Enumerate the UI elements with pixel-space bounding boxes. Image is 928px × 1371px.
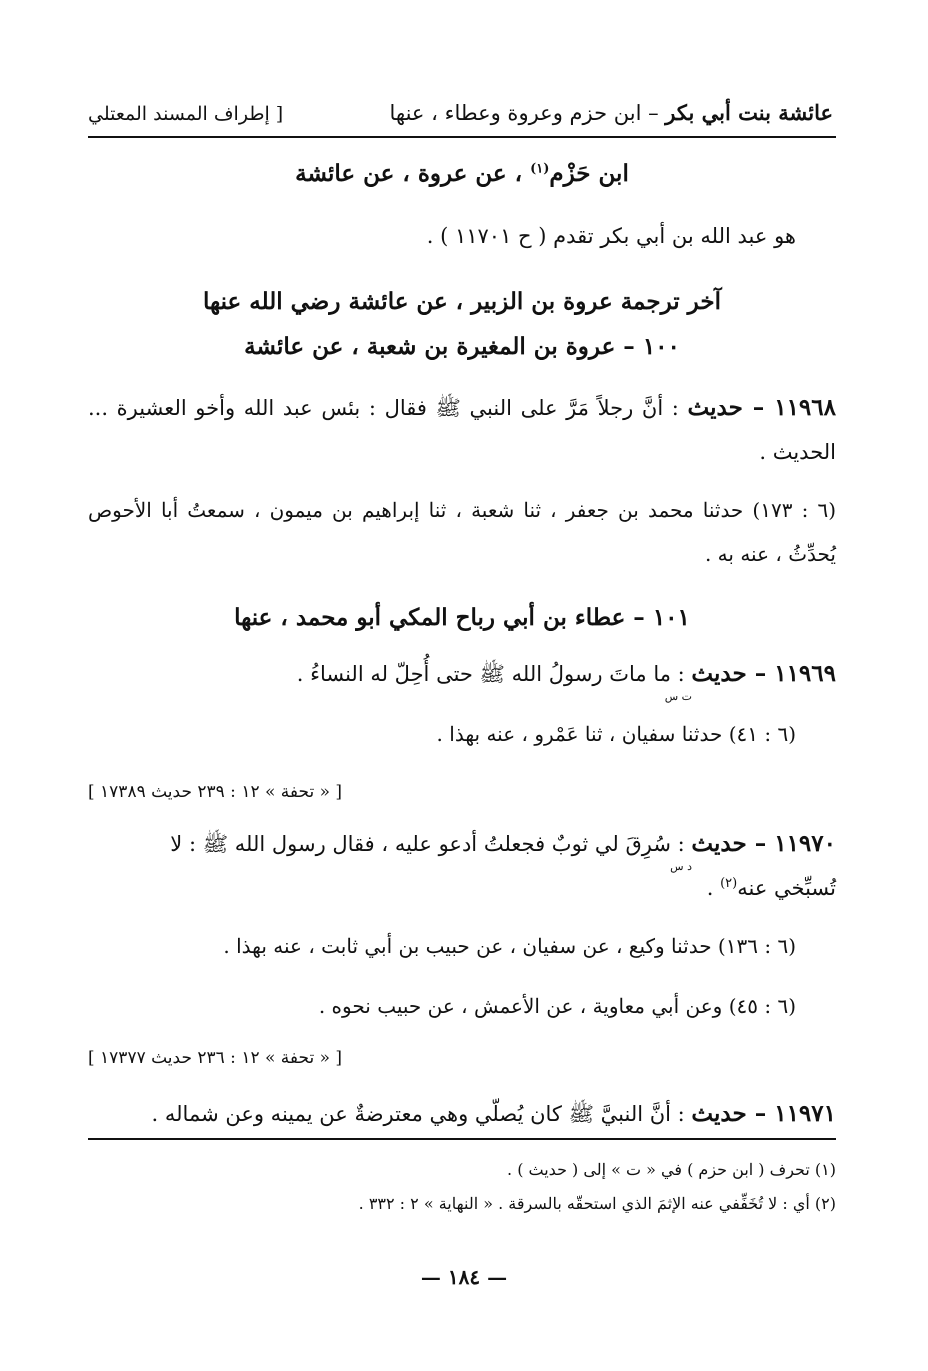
header-title-rest: – ابن حزم وعروة وعطاء ، عنها [389, 101, 666, 125]
siglum-11969: ت س [664, 690, 692, 703]
title-part-a: ابن حَزْم [549, 160, 629, 187]
header-divider [88, 136, 836, 138]
isnad-11970-b: (٦ : ٤٥) وعن أبي معاوية ، عن الأعمش ، عن حبيب نحوه . [318, 994, 796, 1018]
footnote-ref-2: (٢) [720, 876, 738, 891]
running-header-title [390, 100, 833, 125]
footnote-ref-1: (١) [530, 161, 550, 177]
isnad-11968: (٦ : ١٧٣) حدثنا محمد بن جعفر ، ثنا شعبة ، ثنا إبراهيم بن ميمون ، سمعتُ أبا الأحوص يُحدِّثُ ، عنه به . [88, 498, 837, 566]
footnote-2: (٢) أي : لا تُخَفِّفي عنه الإثمَ الذي استحقّه بالسرقة . « النهاية » ٢ : ٣٣٢ . [358, 1194, 836, 1213]
hadith-number: ١١٩٧٠ – حديث [691, 830, 836, 857]
hadith-text: : أنَّ النبيَّ ﷺ كان يُصلّي وهي معترضةٌ عن يمينه وعن شماله . [151, 1102, 692, 1126]
hadith-11970-cont [707, 876, 836, 900]
header-title-bold: عائشة بنت أبي بكر [665, 100, 833, 125]
siglum-11970: د س [670, 860, 692, 873]
hadith-11968 [88, 386, 836, 474]
section-title-101: ١٠١ – عطاء بن أبي رباح المكي أبو محمد ، عنها [234, 604, 690, 631]
hadith-11970 [170, 830, 836, 862]
hadith-text-cont: تُسبِّخي عنه [737, 876, 836, 900]
end-heading-line1: آخر ترجمة عروة بن الزبير ، عن عائشة رضي الله عنها [203, 288, 721, 315]
section-title-ibn-hazm [88, 160, 836, 187]
tuhfa-ref-11969: [ « تحفة » ١٢ : ٢٣٩ حديث ١٧٣٨٩ ] [88, 782, 343, 802]
page-number: — ١٨٤ — [420, 1265, 508, 1289]
title-part-b: ، عن عروة ، عن عائشة [295, 160, 531, 187]
isnad-11970-a: (٦ : ١٣٦) حدثنا وكيع ، عن سفيان ، عن حبيب بن أبي ثابت ، عنه بهذا . [223, 934, 796, 958]
hadith-11969 [297, 660, 836, 692]
hadith-11971 [152, 1100, 836, 1132]
isnad-11969: (٦ : ٤١) حدثنا سفيان ، ثنا عَمْرو ، عنه بهذا . [436, 722, 796, 746]
ibn-hazm-note: هو عبد الله بن أبي بكر تقدم ( ح ١١٧٠١ ) . [426, 224, 796, 248]
hadith-number: ١١٩٦٩ – حديث [691, 660, 836, 687]
hadith-text: : ما ماتَ رسولُ الله ﷺ حتى أُحِلّ له النساءُ . [296, 662, 692, 686]
hadith-text-end: . [706, 876, 721, 900]
hadith-text: : أنَّ رجلاً مَرَّ على النبي ﷺ فقال : بئس عبد الله وأخو العشيرة ... الحديث . [88, 396, 836, 464]
tuhfa-ref-11970: [ « تحفة » ١٢ : ٢٣٦ حديث ١٧٣٧٧ ] [88, 1048, 343, 1068]
hadith-number: ١١٩٦٨ – حديث [687, 394, 836, 421]
hadith-number: ١١٩٧١ – حديث [691, 1100, 836, 1127]
footnote-1: (١) تحرف ( ابن حزم ) في « ت » إلى ( حديث ) . [507, 1160, 836, 1179]
section-title-100: ١٠٠ – عروة بن المغيرة بن شعبة ، عن عائشة [244, 333, 680, 360]
footnote-divider [88, 1138, 836, 1140]
running-header-book: [ إطراف المسند المعتلي [88, 103, 284, 125]
hadith-text: : سُرِقَ لي ثوبٌ فجعلتُ أدعو عليه ، فقال رسول الله ﷺ : لا [170, 832, 692, 856]
